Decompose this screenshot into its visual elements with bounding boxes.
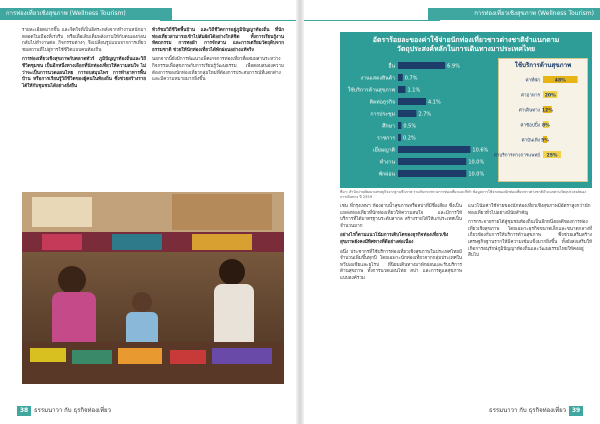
right-header-rule <box>304 20 440 21</box>
right-col2-para-2: การกระจายรายได้สู่ชุมชนท้องถิ่นเป็นอีกหนึ่งผลดีของการท่องเที่ยวเชิงสุขภาพ โดยเฉพาะธุรกิจขนาดเล็กและขนาดกลางที่เกี่ยวข้องกับการให้บริการด้านสุขภาพ ซึ่งช่วยเสริมสร้างเศรษฐกิจฐานรากให้มีความเข้มแข็งมากยิ่งขึ้น ทั้งยังส่งเสริมให้เกิดการอนุรักษ์ภูมิปัญญาท้องถิ่นและวัฒนธรรมไทยให้คงอยู่สืบไป <box>468 220 592 259</box>
expense-value-label: 5% <box>541 138 549 144</box>
left-col2-para-2: นอกจากนี้ยังมีการพัฒนาแพ็คเกจการท่องเที่ยวที่ผสมผสานระหว่างกิจกรรมเพื่อสุขภาพกับการเรียนรู้วัฒนธรรม เพื่อตอบสนองความต้องการของนักท่องเที่ยวกลุ่มใหม่ที่ต้องการประสบการณ์ที่แตกต่างและมีความหมายมากยิ่งขึ้น <box>152 57 284 83</box>
expense-category-label: ค่าบริการทางการแพทย์ <box>493 153 540 159</box>
left-footer-text: ธรรมนาวา กับ ธุรกิจท่องเที่ยว <box>34 407 111 414</box>
left-page <box>0 0 296 424</box>
purpose-value-label: 10.6% <box>472 147 489 154</box>
purpose-value-label: 10.0% <box>468 171 485 178</box>
left-col2-para-1: ทัวร์ชมวิถีชีวิตพื้นบ้าน และวิถีชีวิตการอยู่ภูมิปัญญาท้องถิ่น ที่นักท่องเที่ยวสามารถเข้าไปสัมผัสได้อย่างใกล้ชิด ทั้งการเรียนรู้งานหัตถกรรม การทอผ้า การจักสาน และการเตรียมวัตถุดิบจากธรรมชาติ ช่วยให้นักท่องเที่ยวได้พักผ่อนอย่างแท้จริง <box>152 28 284 53</box>
right-text-column-1 <box>340 204 462 390</box>
chart-title-line-2: วัตถุประสงค์หลักในการเดินทางมาประเทศไทย <box>396 45 536 53</box>
purpose-category-label: การประชุม <box>370 111 395 118</box>
purpose-category-label: ทำงาน <box>379 159 395 166</box>
purpose-bar <box>398 146 470 153</box>
purpose-category-label: เยี่ยมญาติ <box>373 147 395 154</box>
left-page-number: 38 <box>17 406 31 416</box>
purpose-bar <box>398 170 466 177</box>
purpose-category-label: ติดต่อธุรกิจ <box>369 99 395 106</box>
purpose-bar <box>398 62 445 69</box>
purpose-value-label: 6.9% <box>447 63 460 70</box>
left-text-column-2 <box>152 28 284 186</box>
right-footer-text: ธรรมนาวา กับ ธุรกิจท่องเที่ยว <box>489 407 566 414</box>
purpose-bar <box>398 110 416 117</box>
purpose-value-label: 4.1% <box>428 99 441 106</box>
purpose-bar <box>398 158 466 165</box>
expense-value-label: 8% <box>541 123 550 129</box>
purpose-value-label: 0.7% <box>404 75 418 82</box>
purpose-value-label: 1.1% <box>407 87 421 94</box>
expense-bar-chart <box>493 71 587 181</box>
left-header-rule <box>160 20 296 21</box>
market-photo <box>22 192 284 384</box>
purpose-chart-panel <box>344 58 494 182</box>
purpose-bar <box>398 86 406 93</box>
purpose-bar <box>398 134 401 141</box>
right-page-number: 39 <box>569 406 583 416</box>
expense-category-label: ค่าช้อปปิ้ง <box>520 123 540 129</box>
right-col1-para-2: อย่างไรก็ตามแนวโน้มการเติบโตของธุรกิจท่องเที่ยวเชิงสุขภาพยังคงมีทิศทางที่ดีอย่างต่อเนื่อง <box>340 233 449 245</box>
purpose-category-label: พักผ่อน <box>378 171 395 178</box>
purpose-category-label: ศึกษา <box>382 123 395 130</box>
purpose-category-label: งานแสดงสินค้า <box>360 75 395 82</box>
right-text-column-2 <box>468 204 592 390</box>
expense-category-label: ค่าอาหาร <box>520 93 540 99</box>
right-col2-para-1: แนวโน้มค่าใช้จ่ายของนักท่องเที่ยวเชิงสุขภาพมีอัตราสูงกว่านักท่องเที่ยวทั่วไปอย่างมีนัยสำคัญ <box>468 204 591 216</box>
left-col1-para-2: การท่องเที่ยวเชิงสุขภาพกับตลาดทัวร์ ภูมิปัญญาท้องถิ่นและวิถีชีวิตชุมชน เป็นอีกหนึ่งทางเลือกที่นักท่องเที่ยวให้ความสนใจ ไม่ว่าจะเป็นการนวดแผนไทย การอบสมุนไพร การทำอาหารพื้นบ้าน หรือการเรียนรู้วิถีชีวิตของผู้คนในท้องถิ่น ซึ่งช่วยสร้างรายได้ให้กับชุมชนได้อย่างยั่งยืน <box>22 57 146 89</box>
expense-value-label: 48% <box>554 78 566 84</box>
spread-gutter <box>296 0 304 424</box>
purpose-category-label: ใช้บริการด้านสุขภาพ <box>347 87 395 94</box>
right-page-header: การท่องเที่ยวเชิงสุขภาพ (Wellness Tourism) <box>428 8 600 20</box>
right-page <box>304 0 600 424</box>
left-footer <box>14 406 111 416</box>
expense-value-label: 20% <box>544 93 556 99</box>
market-photo-image <box>22 192 284 384</box>
expense-panel <box>493 58 588 182</box>
expense-category-label: ค่าบันเทิง <box>521 138 540 144</box>
purpose-bar <box>398 74 403 81</box>
purpose-value-label: 10.0% <box>468 159 485 166</box>
expense-category-label: ค่าเดินทาง <box>518 108 540 114</box>
left-col1-para-1: รายละเอียดมากขึ้น และจิตใจที่เป็นอิสระหลังจากทำงานหนักมาตลอดในเมืองที่เร่งรีบ หรือเพื่อเติมเต็มพลังงานให้กับตนเองก่อนกลับไปทำงานต่อ กิจกรรมต่างๆ จึงเปลี่ยนรูปแบบจากการเที่ยวชมสถานที่ไปสู่การใช้ชีวิตแบบคนท้องถิ่น <box>22 28 146 53</box>
expense-value-label: 25% <box>546 153 558 159</box>
right-col1-para-1: เช่น ที่กรุงเทพฯ ห้องอาบน้ำสุขภาพหรือสปาที่มีชื่อเสียง ซึ่งเป็นแหล่งท่องเที่ยวที่นักท่องเที่ยวให้ความสนใจ และมีการให้บริการที่ได้มาตรฐานระดับสากล สร้างรายได้ให้แก่ประเทศเป็นจำนวนมาก <box>340 204 462 229</box>
expense-value-label: 12% <box>541 108 553 114</box>
right-col1-para-3: อนึ่ง ประชากรที่ใช้บริการท่องเที่ยวเชิงสุขภาพในประเทศไทยมีจำนวนเพิ่มขึ้นทุกปี โดยเฉพาะนักท่องเที่ยวจากกลุ่มประเทศในทวีปเอเชียและยุโรป ที่นิยมเดินทางมาพักผ่อนและรับบริการด้านสุขภาพ ทั้งการนวดแผนไทย สปา และการดูแลสุขภาพแบบองค์รวม <box>340 249 462 281</box>
purpose-category-label: ราชการ <box>376 135 395 142</box>
chart-source-caption: ที่มา: สำนักงานพัฒนาเศรษฐกิจจากฐานชีวภาพ ร่วมกับกระทรวงการท่องเที่ยวและกีฬา ข้อมูลการใช้จ่ายของนักท่องเที่ยวชาวต่างชาติจำแนกตามวัตถุประสงค์ของการเดินทาง ปี 2559 <box>340 190 587 199</box>
expense-panel-title: ใช้บริการด้านสุขภาพ <box>514 62 572 69</box>
purpose-value-label: 2.7% <box>418 111 432 118</box>
expense-category-label: ค่าที่พัก <box>525 78 540 84</box>
purpose-value-label: 0.2% <box>403 135 416 142</box>
right-footer <box>489 406 586 416</box>
purpose-value-label: 0.5% <box>403 123 417 130</box>
left-page-header: การท่องเที่ยวเชิงสุขภาพ (Wellness Tourism) <box>0 8 172 20</box>
infographic <box>340 32 592 188</box>
purpose-bar-chart <box>344 58 494 182</box>
left-text-column-1 <box>22 28 146 186</box>
purpose-bar <box>398 98 426 105</box>
purpose-category-label: อื่น <box>388 63 395 70</box>
purpose-bar <box>398 122 401 129</box>
chart-title-line-1: อัตราร้อยละของค่าใช้จ่ายนักท่องเที่ยวชาวต่างชาติจำแนกตาม <box>372 36 560 44</box>
